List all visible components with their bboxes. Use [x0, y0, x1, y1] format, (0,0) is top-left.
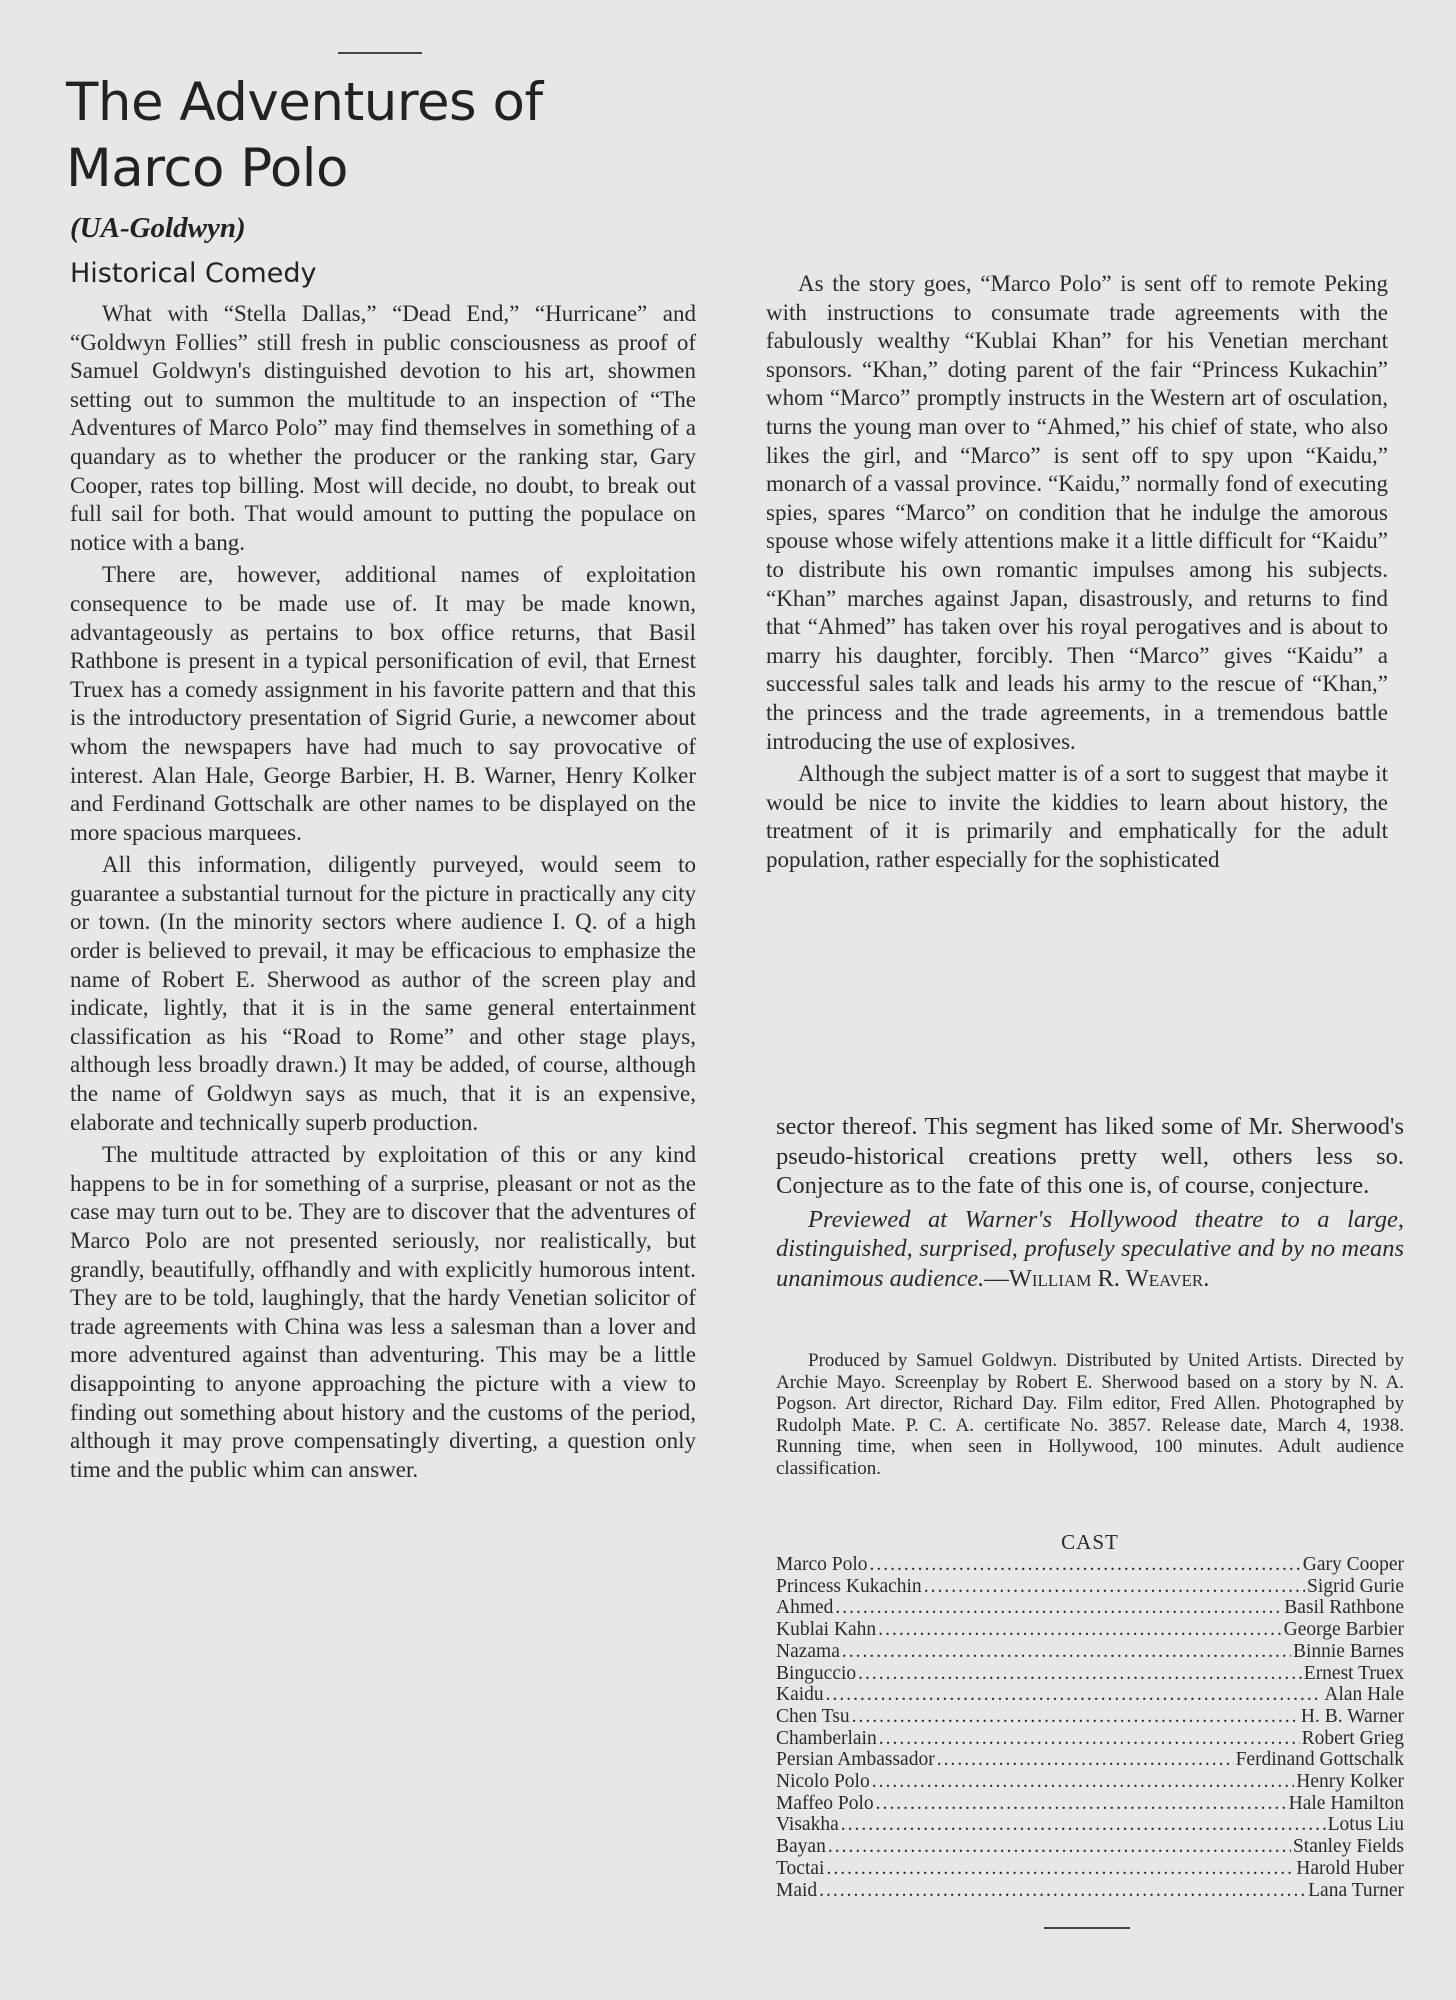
cast-role: Princess Kukachin — [776, 1575, 922, 1597]
cast-row — [776, 1858, 1404, 1880]
leader-dots — [828, 1836, 1291, 1858]
cast-role: Chen Tsu — [776, 1705, 850, 1727]
article-title: The Adventures of Marco Polo — [66, 72, 543, 199]
paragraph: As the story goes, “Marco Polo” is sent off to remote Peking with instructions to consumate trade agreements with the fabulously wealthy “Kublai Khan” for his Venetian merchant sponsors. “Khan,” doting parent of the fair “Princess Kukachin” whom “Marco” promptly instructs in the Western art of osculation, turns the young man over to “Ahmed,” his chief of state, who also likes the girl, and “Marco” is sent off to spy upon “Kaidu,” monarch of a vassal province. “Kaidu,” normally fond of executing spies, spares “Marco” on condition that he indulge the amorous spouse whose wifely attentions make it a little difficult for “Kaidu” to distribute his own romantic impulses among his subjects. “Khan” marches against Japan, disastrously, and returns to find that “Ahmed” has taken over his royal perogatives and is about to marry his daughter, forcibly. Then “Marco” gives “Kaidu” a successful sales talk and leads his army to the rescue of “Khan,” the princess and the trade agreements, in a tremendous battle introducing the use of explosives. — [766, 271, 1388, 754]
paragraph: What with “Stella Dallas,” “Dead End,” “Hurricane” and “Goldwyn Follies” still fresh in public consciousness as proof of Samuel Goldwyn's distinguished devotion to his art, showmen setting out to summon the multitude to an inspection of “The Adventures of Marco Polo” may find themselves in something of a quandary as to whether the producer or the ranking star, Gary Cooper, rates top billing. Most will decide, no doubt, to break out full sail for both. That would amount to putting the populace on notice with a bang. — [70, 301, 696, 555]
cast-row — [776, 1728, 1404, 1750]
leader-dots — [826, 1684, 1323, 1706]
article-studio: (UA-Goldwyn) — [70, 212, 246, 244]
right-column-bottom — [776, 1112, 1404, 1293]
paragraph: The multitude attracted by exploitation of this or any kind happens to be in for something of a surprise, pleasant or not as the case may turn out to be. They are to discover that the adventures of Marco Polo are not presented seriously, nor realistically, but grandly, beautifully, offhandly and with explicitly humorous intent. They are to be told, laughingly, that the hardy Venetian solicitor of trade agreements with China was less a salesman than a lover and more adventured against than adventuring. This may be a little disappointing to anyone approaching the picture with a view to finding out something about history and the customs of the period, although it may prove compensatingly diverting, a question only time and the public whim can answer. — [70, 1142, 696, 1482]
cast-actor: Alan Hale — [1324, 1684, 1404, 1706]
cast-actor: Henry Kolker — [1296, 1771, 1404, 1793]
paragraph: All this information, diligently purveyed, would seem to guarantee a substantial turnout for the picture in practically any city or town. (In the minority sectors where audience I. Q. of a high order is believed to prevail, it may be efficacious to emphasize the name of Robert E. Sherwood as author of the screen play and indicate, lightly, that it is in the same general entertainment classification as his “Road to Rome” and other stage plays, although less broadly drawn.) It may be added, of course, although the name of Goldwyn says as much, that it is an expensive, elaborate and technically superb production. — [70, 852, 696, 1135]
cast-actor: George Barbier — [1283, 1619, 1404, 1641]
cast-actor: Basil Rathbone — [1284, 1597, 1404, 1619]
cast-row — [776, 1554, 1404, 1576]
cast-role: Marco Polo — [776, 1554, 868, 1575]
left-column — [70, 300, 696, 1484]
cast-actor: Harold Huber — [1296, 1857, 1404, 1879]
cast-role: Ahmed — [776, 1597, 834, 1619]
cast-actor: Sigrid Gurie — [1307, 1575, 1404, 1597]
article-genre: Historical Comedy — [70, 258, 317, 289]
cast-row — [776, 1706, 1404, 1728]
cast-actor: Hale Hamilton — [1288, 1792, 1404, 1814]
cast-row — [776, 1597, 1404, 1619]
leader-dots — [870, 1554, 1301, 1576]
cast-row — [776, 1836, 1404, 1858]
leader-dots — [826, 1858, 1294, 1880]
production-credits: Produced by Samuel Goldwyn. Distributed by United Artists. Directed by Archie Mayo. Screenplay by Robert E. Sherwood based on a story by N. A. Pogson. Art director, Richard Day. Film editor, Fred Allen. Photographed by Rudolph Mate. P. C. A. certificate No. 3857. Release date, March 4, 1938. Running time, when seen in Hollywood, 100 minutes. Adult audience classification. — [776, 1350, 1404, 1479]
cast-actor: H. B. Warner — [1300, 1705, 1404, 1727]
leader-dots — [879, 1728, 1300, 1750]
leader-dots — [878, 1619, 1281, 1641]
cast-actor: Robert Grieg — [1301, 1727, 1404, 1749]
cast-role: Chamberlain — [776, 1727, 877, 1749]
cast-row — [776, 1771, 1404, 1793]
leader-dots — [876, 1793, 1287, 1815]
leader-dots — [852, 1706, 1299, 1728]
leader-dots — [835, 1597, 1282, 1619]
paragraph: Although the subject matter is of a sort to suggest that maybe it would be nice to invite the kiddies to learn about history, the treatment of it is primarily and emphatically for the adult population, rather especially for the sophisticated — [766, 761, 1388, 872]
cast-actor: Ferdinand Gottschalk — [1235, 1749, 1404, 1771]
cast-role: Visakha — [776, 1814, 839, 1836]
cast-row — [776, 1641, 1404, 1663]
leader-dots — [924, 1576, 1305, 1598]
top-rule — [338, 52, 422, 54]
cast-row — [776, 1814, 1404, 1836]
cast-role: Bayan — [776, 1836, 826, 1858]
leader-dots — [842, 1641, 1291, 1663]
cast-row — [776, 1576, 1404, 1598]
leader-dots — [819, 1880, 1306, 1902]
cast-row — [776, 1793, 1404, 1815]
review-note — [776, 1205, 1404, 1294]
cast-role: Persian Ambassador — [776, 1749, 935, 1771]
cast-role: Nicolo Polo — [776, 1771, 870, 1793]
cast-row — [776, 1880, 1404, 1902]
leader-dots — [937, 1749, 1234, 1771]
leader-dots — [872, 1771, 1295, 1793]
cast-actor: Binnie Barnes — [1292, 1640, 1404, 1662]
cast-heading: CAST — [1061, 1530, 1119, 1554]
cast-actor: Lana Turner — [1308, 1879, 1404, 1901]
bottom-rule — [1044, 1927, 1130, 1929]
cast-actor: Stanley Fields — [1292, 1836, 1404, 1858]
right-column-top — [766, 270, 1388, 874]
cast-actor: Ernest Truex — [1303, 1662, 1404, 1684]
cast-actor: Gary Cooper — [1302, 1554, 1404, 1575]
paragraph: There are, however, additional names of exploitation consequence to be made use of. It may be made known, advantageously as pertains to box office returns, that Basil Rathbone is present in a typical personification of evil, that Ernest Truex has a comedy assignment in his favorite pattern and that this is the introductory presentation of Sigrid Gurie, a newcomer about whom the newspapers have had much to say provocative of interest. Alan Hale, George Barbier, H. B. Warner, Henry Kolker and Ferdinand Gottschalk are other names to be displayed on the more spacious marquees. — [70, 562, 696, 845]
leader-dots — [841, 1814, 1326, 1836]
cast-row — [776, 1663, 1404, 1685]
cast-role: Maid — [776, 1879, 818, 1901]
cast-list — [776, 1554, 1404, 1901]
cast-row — [776, 1619, 1404, 1641]
review-note-text: Previewed at Warner's Hollywood theatre to a large, distinguished, surprised, profusely speculative and by no means unanimous audience. — [776, 1205, 1404, 1292]
cast-role: Maffeo Polo — [776, 1792, 874, 1814]
cast-role: Kaidu — [776, 1684, 824, 1706]
leader-dots — [858, 1663, 1302, 1685]
cast-row — [776, 1749, 1404, 1771]
reviewer-signature: —William R. Weaver. — [984, 1264, 1210, 1292]
continuation-paragraph: sector thereof. This segment has liked some of Mr. Sherwood's pseudo-historical creations pretty well, others less so. Conjecture as to the fate of this one is, of course, conjecture. — [776, 1113, 1404, 1199]
cast-row — [776, 1684, 1404, 1706]
cast-role: Binguccio — [776, 1662, 857, 1684]
cast-role: Toctai — [776, 1857, 825, 1879]
cast-role: Kublai Kahn — [776, 1619, 877, 1641]
cast-actor: Lotus Liu — [1327, 1814, 1404, 1836]
cast-role: Nazama — [776, 1640, 840, 1662]
